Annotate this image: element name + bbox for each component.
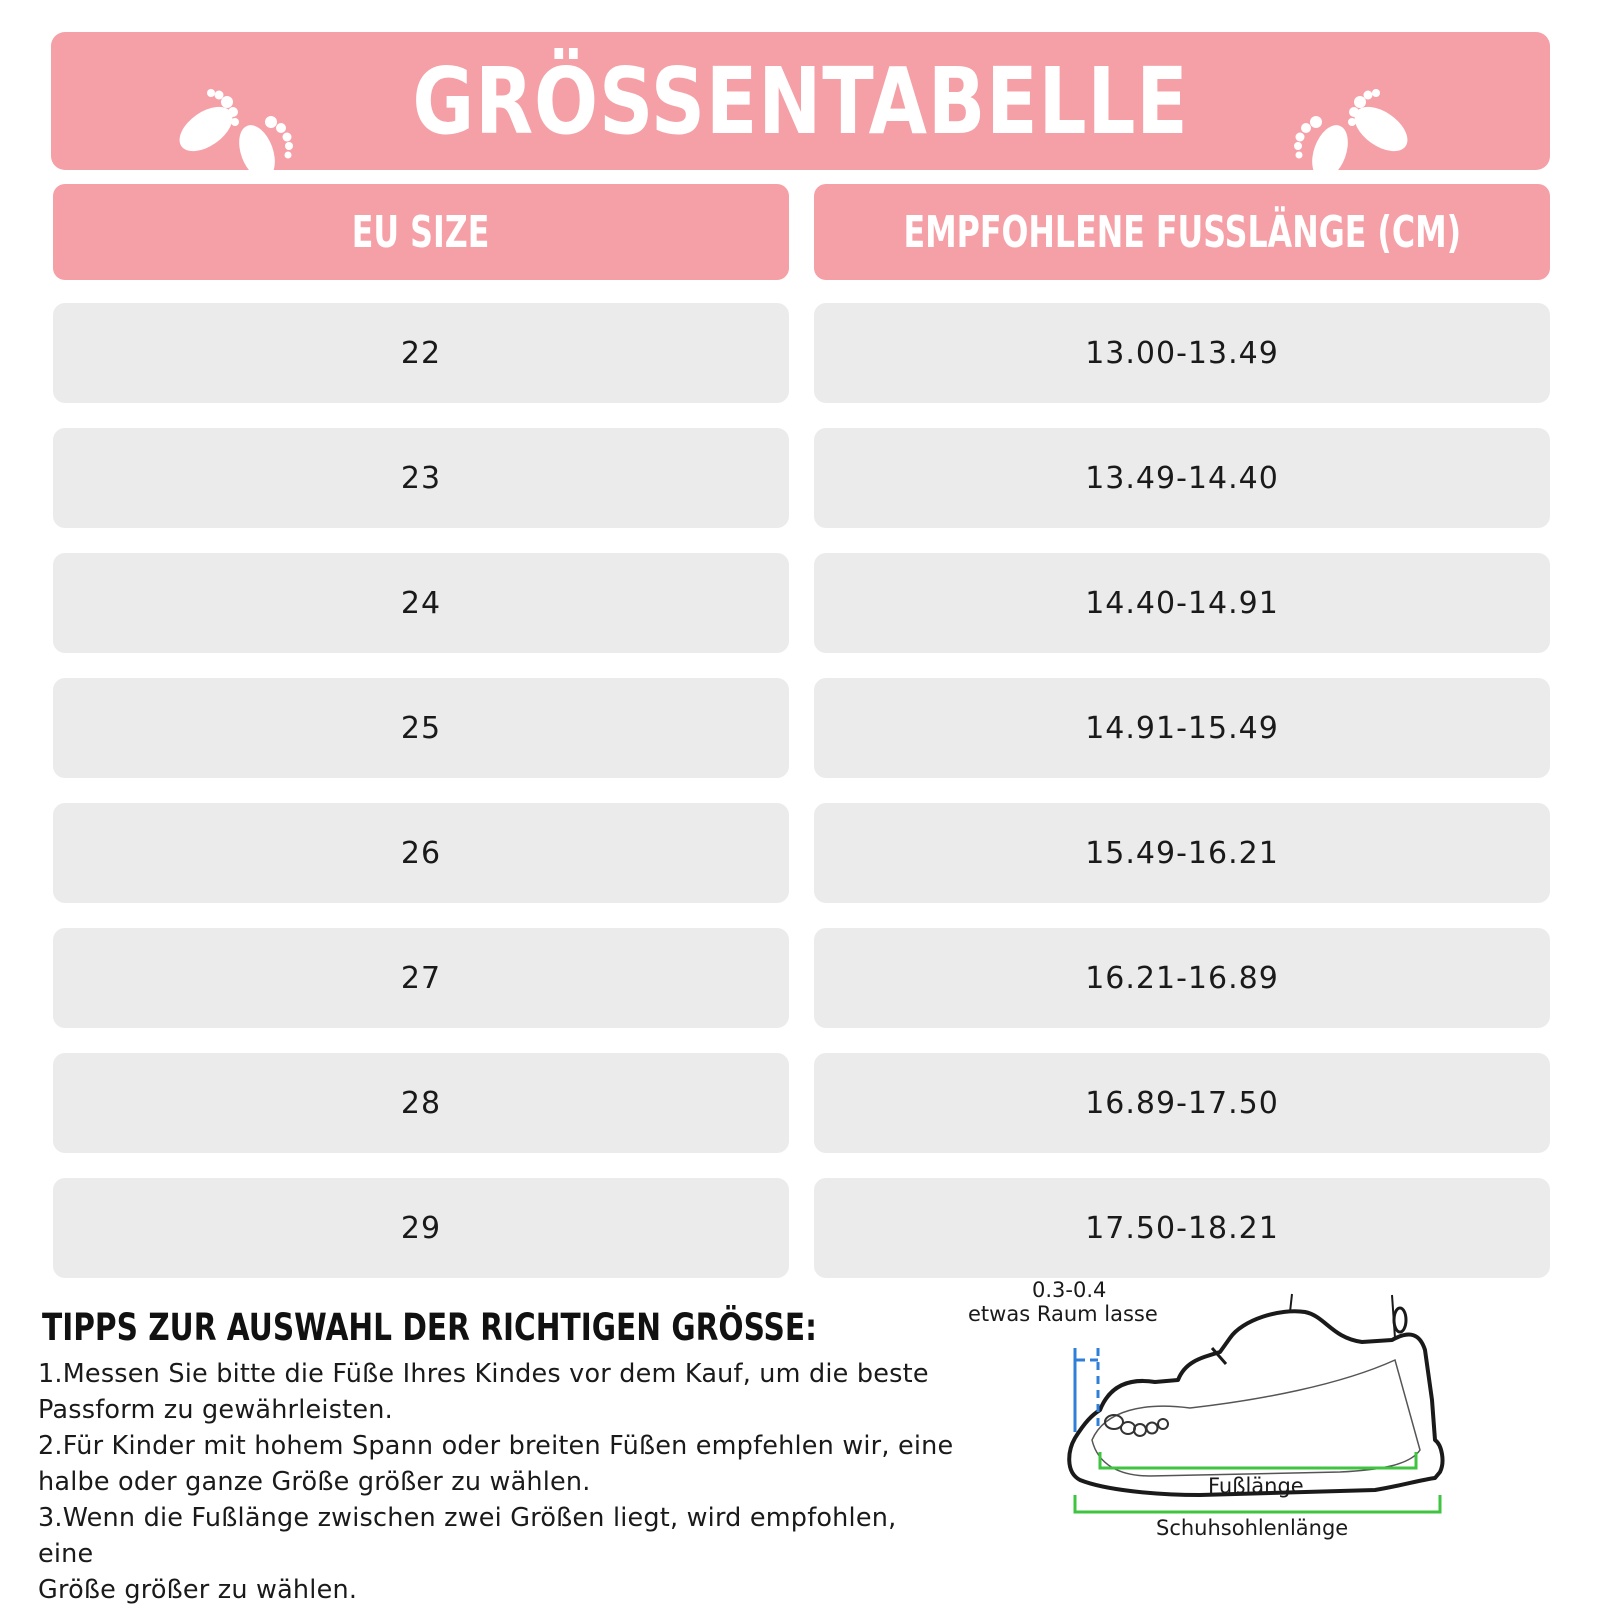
baby-feet-icon	[1286, 84, 1416, 179]
foot-length-label: Fußlänge	[1208, 1474, 1304, 1498]
tip-line: Passform zu gewährleisten.	[38, 1395, 393, 1425]
length-cell: 13.49-14.40	[814, 428, 1550, 528]
gap-value-label: 0.3-0.4	[1032, 1278, 1107, 1302]
table-row	[0, 1178, 1600, 1303]
size-cell: 23	[53, 428, 789, 528]
tip-line: 3.Wenn die Fußlänge zwischen zwei Größen liegt, wird empfohlen, eine	[38, 1503, 897, 1569]
size-cell: 24	[53, 553, 789, 653]
column-header-label: EMPFOHLENE FUSSLÄNGE (CM)	[903, 206, 1461, 258]
sole-length-label: Schuhsohlenlänge	[1156, 1516, 1349, 1540]
size-cell: 28	[53, 1053, 789, 1153]
length-cell: 14.91-15.49	[814, 678, 1550, 778]
length-cell: 14.40-14.91	[814, 553, 1550, 653]
tip-line: halbe oder ganze Größe größer zu wählen.	[38, 1467, 591, 1497]
tips-heading: TIPPS ZUR AUSWAHL DER RICHTIGEN GRÖSSE:	[42, 1306, 817, 1349]
column-header-foot-length	[814, 184, 1550, 280]
length-cell: 16.21-16.89	[814, 928, 1550, 1028]
table-row	[0, 428, 1600, 553]
tips-list	[38, 1356, 958, 1608]
title-banner	[51, 32, 1550, 170]
table-row	[0, 678, 1600, 803]
table-row	[0, 553, 1600, 678]
length-cell: 13.00-13.49	[814, 303, 1550, 403]
size-cell: 25	[53, 678, 789, 778]
size-cell: 29	[53, 1178, 789, 1278]
length-cell: 16.89-17.50	[814, 1053, 1550, 1153]
size-cell: 26	[53, 803, 789, 903]
length-cell: 17.50-18.21	[814, 1178, 1550, 1278]
shoe-outline-icon	[980, 1290, 1500, 1590]
table-row	[0, 1053, 1600, 1178]
column-header-label: EU SIZE	[352, 206, 490, 258]
size-cell: 22	[53, 303, 789, 403]
column-header-eu-size	[53, 184, 789, 280]
length-cell: 15.49-16.21	[814, 803, 1550, 903]
tip-line: 1.Messen Sie bitte die Füße Ihres Kindes vor dem Kauf, um die beste	[38, 1359, 929, 1389]
shoe-diagram	[968, 1278, 1500, 1590]
table-row	[0, 303, 1600, 428]
tip-line: Größe größer zu wählen.	[38, 1575, 358, 1605]
gap-label: etwas Raum lasse	[968, 1302, 1158, 1326]
tip-line: 2.Für Kinder mit hohem Spann oder breiten Füßen empfehlen wir, eine	[38, 1431, 954, 1461]
size-table	[0, 303, 1600, 1303]
page-title: GRÖSSENTABELLE	[412, 47, 1189, 155]
table-row	[0, 803, 1600, 928]
size-cell: 27	[53, 928, 789, 1028]
foot-length-marker-icon	[1100, 1452, 1416, 1468]
table-row	[0, 928, 1600, 1053]
